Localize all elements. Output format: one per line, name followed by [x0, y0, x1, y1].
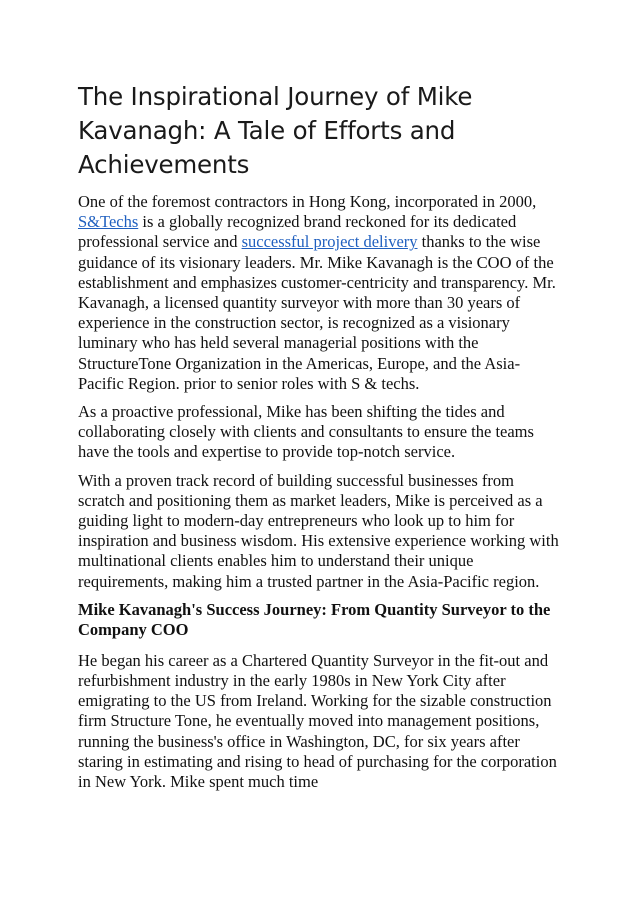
- paragraph-intro-text-3: thanks to the wise guidance of its visionary leaders. Mr. Mike Kavanagh is the COO of the establishment and emphasizes customer-centricity and transparency. Mr. Kavanagh, a licensed quantity surveyor with more than 30 years of experience in the construction sector, is recognized as a visionary luminary who has held several managerial positions with the StructureTone Organization in the Americas, Europe, and the Asia-Pacific Region. prior to senior roles with S & techs.: [78, 232, 556, 393]
- paragraph-intro-text-2: is a globally recognized brand reckoned for its dedicated professional service and: [78, 212, 517, 252]
- stechs-link[interactable]: S&Techs: [78, 212, 139, 232]
- paragraph-proactive: As a proactive professional, Mike has been shifting the tides and collaborating closely with clients and consultants to ensure the teams have the tools and expertise to provide top-notch service.: [78, 402, 534, 462]
- paragraph-intro-text-1: One of the foremost contractors in Hong Kong, incorporated in 2000,: [78, 192, 537, 211]
- paragraph-career: He began his career as a Chartered Quantity Surveyor in the fit-out and refurbishment industry in the early 1980s in New York City after emigrating to the US from Ireland. Working for the sizable construction firm Structure Tone, he eventually moved into management positions, running the business's office in Washington, DC, for six years after staring in estimating and rising to head of purchasing for the corporation in New York. Mike spent much time: [78, 650, 557, 792]
- document-body: [78, 80, 562, 800]
- paragraph-track-record: With a proven track record of building successful businesses from scratch and positioning them as market leaders, Mike is perceived as a guiding light to modern-day entrepreneurs who look up to him for inspiration and business wisdom. His extensive experience working with multinational clients enables him to understand their unique requirements, making him a trusted partner in the Asia-Pacific region.: [78, 470, 559, 591]
- section-heading: Mike Kavanagh's Success Journey: From Quantity Surveyor to the Company COO: [78, 599, 551, 640]
- page-title: The Inspirational Journey of Mike Kavanagh: A Tale of Efforts and Achievements: [78, 82, 473, 179]
- paragraph-intro: [78, 192, 562, 394]
- project-delivery-link[interactable]: successful project delivery: [241, 232, 418, 252]
